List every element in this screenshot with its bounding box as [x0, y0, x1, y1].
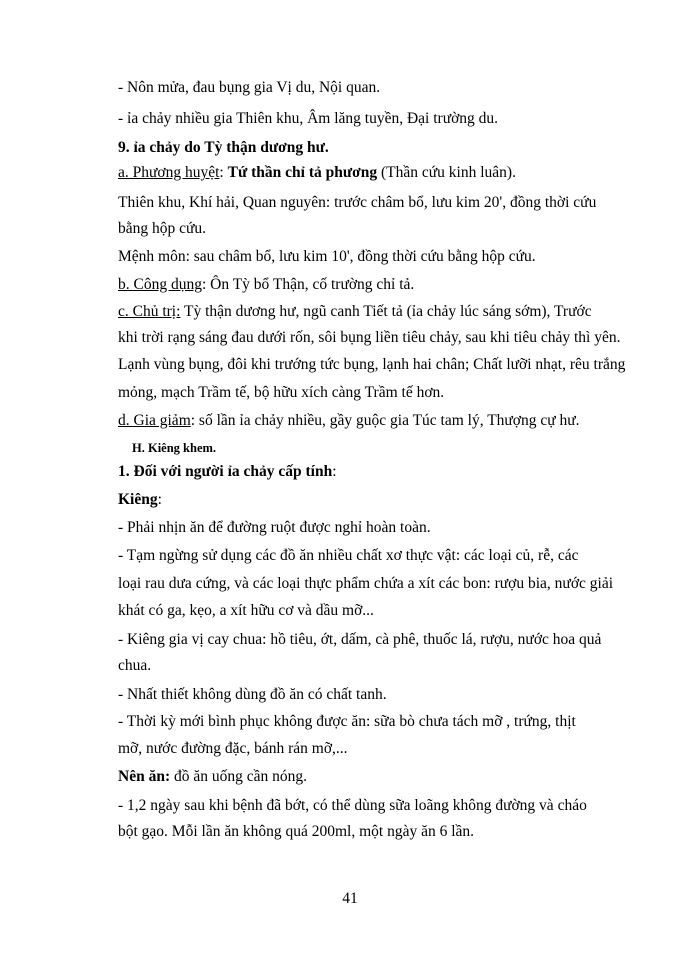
- section-heading: [118, 462, 638, 482]
- text-line: - Tạm ngừng sử dụng các đồ ăn nhiều chất xơ thực vật: các loại củ, rễ, các: [118, 547, 579, 564]
- text-line: khát có ga, kẹo, a xít hữu cơ và dầu mỡ...: [118, 602, 374, 619]
- text-line: - Nhất thiết không dùng đồ ăn có chất tanh.: [118, 686, 387, 703]
- text-line: chua.: [118, 657, 152, 674]
- text-line: - Kiêng gia vị cay chua: hồ tiêu, ớt, dấm, cà phê, thuốc lá, rượu, nước hoa quả: [118, 631, 602, 648]
- section-heading: 9. ỉa chảy do Tỳ thận dương hư.: [118, 139, 329, 156]
- text-run: :: [157, 491, 162, 508]
- text-run: 1. Đối với người ỉa chảy cấp tính: [118, 463, 333, 480]
- text-line: [118, 163, 638, 183]
- text-run: (Thần cứu kinh luân).: [377, 164, 516, 181]
- text-line: bằng hộp cứu.: [118, 220, 207, 237]
- formula-name: Tứ thần chỉ tả phương: [227, 164, 378, 181]
- text-line: mỡ, nước đường đặc, bánh rán mỡ,...: [118, 740, 348, 757]
- label-kieng: Kiêng: [118, 491, 158, 508]
- text-run: : Ôn Tỳ bổ Thận, cố trường chỉ tả.: [201, 276, 415, 293]
- text-line: mỏng, mạch Trầm tế, bộ hữu xích càng Trầm tế hơn.: [118, 384, 445, 401]
- text-run: đồ ăn uống cần nóng.: [170, 768, 307, 785]
- text-run: :: [332, 463, 337, 480]
- text-line: [118, 490, 638, 510]
- text-line: Lạnh vùng bụng, đôi khi trướng tức bụng, lạnh hai chân; Chất lưỡi nhạt, rêu trắng: [118, 356, 626, 373]
- subsection-heading: H. Kiêng khem.: [132, 441, 217, 455]
- text-run: :: [219, 164, 228, 181]
- text-line: [118, 767, 638, 787]
- text-run: : số lần ỉa chảy nhiều, gầy guộc gia Túc tam lý, Thượng cự hư.: [190, 412, 580, 429]
- page-number: 41: [342, 890, 358, 907]
- label-cong-dung: b. Công dụng: [118, 276, 202, 293]
- text-line: [118, 302, 638, 322]
- text-line: - ỉa chảy nhiều gia Thiên khu, Âm lăng tuyền, Đại trường du.: [118, 110, 499, 127]
- text-line: - Phải nhịn ăn để đường ruột được nghỉ hoàn toàn.: [118, 519, 431, 536]
- text-run: Tỳ thận dương hư, ngũ canh Tiết tả (ỉa chảy lúc sáng sớm), Trước: [180, 303, 592, 320]
- text-line: - Thời kỳ mới bình phục không được ăn: sữa bò chưa tách mỡ , trứng, thịt: [118, 713, 576, 730]
- label-gia-giam: d. Gia giảm: [118, 412, 191, 429]
- text-line: Thiên khu, Khí hải, Quan nguyên: trước châm bổ, lưu kim 20', đồng thời cứu: [118, 194, 597, 211]
- text-line: [118, 411, 638, 431]
- text-line: - 1,2 ngày sau khi bệnh đã bớt, có thể dùng sữa loãng không đường và cháo: [118, 797, 587, 814]
- text-line: Mệnh môn: sau châm bổ, lưu kim 10', đồng thời cứu bằng hộp cứu.: [118, 248, 536, 265]
- label-nen-an: Nên ăn:: [118, 768, 171, 785]
- text-line: - Nôn mửa, đau bụng gia Vị du, Nội quan.: [118, 79, 381, 96]
- text-line: khi trời rạng sáng đau dưới rốn, sôi bụng liền tiêu chảy, sau khi tiêu chảy thì yên.: [118, 329, 621, 346]
- label-chu-tri: c. Chủ trị:: [118, 303, 181, 320]
- label-phuong-huyet: a. Phương huyệt: [118, 164, 220, 181]
- text-line: loại rau dưa cứng, và các loại thực phẩm chứa a xít các bon: rượu bia, nước giải: [118, 575, 614, 592]
- text-line: [118, 275, 638, 295]
- text-line: bột gạo. Mỗi lần ăn không quá 200ml, một ngày ăn 6 lần.: [118, 823, 475, 840]
